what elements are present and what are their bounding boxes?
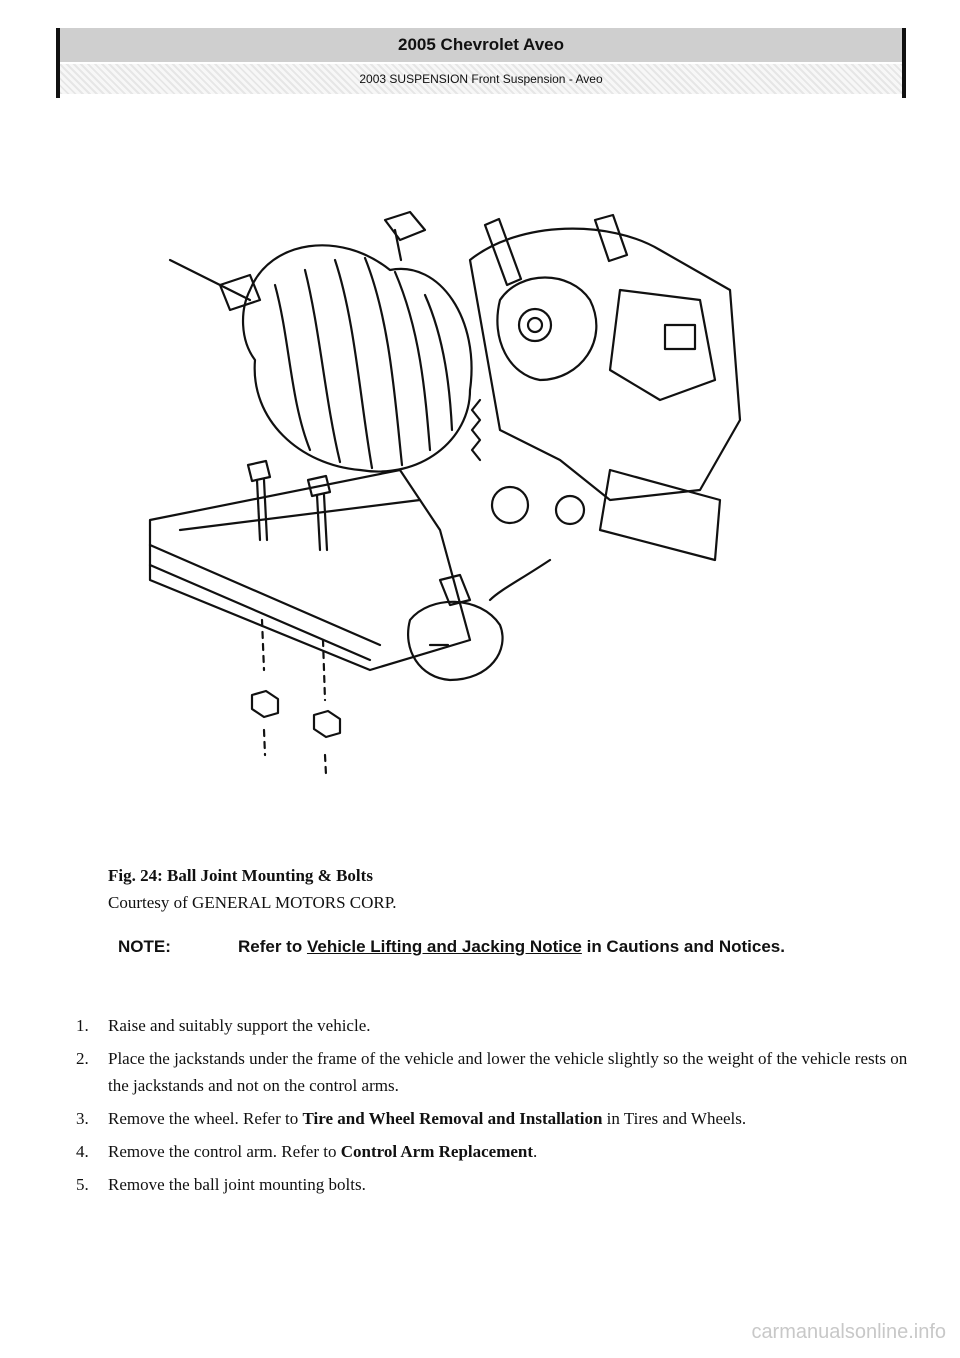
figure-label: Fig. 24: Ball Joint Mounting & Bolts	[108, 866, 373, 885]
step-item	[76, 1012, 916, 1039]
step-item	[76, 1045, 916, 1099]
procedure-steps	[76, 1012, 916, 1204]
step-item	[76, 1105, 916, 1132]
note-body	[238, 934, 898, 960]
step-item	[76, 1138, 916, 1165]
tire-wheel-reference: Tire and Wheel Removal and Installation	[302, 1109, 603, 1128]
header-title: 2005 Chevrolet Aveo	[60, 28, 902, 62]
step-text-post: in Tires and Wheels.	[602, 1109, 747, 1128]
header-subtitle: 2003 SUSPENSION Front Suspension - Aveo	[60, 64, 902, 94]
step-number: 4.	[76, 1142, 89, 1161]
control-arm-reference: Control Arm Replacement	[340, 1142, 534, 1161]
step-number: 3.	[76, 1109, 89, 1128]
step-text: Remove the ball joint mounting bolts.	[108, 1175, 366, 1194]
figure-caption	[108, 862, 397, 916]
step-text-post: .	[533, 1142, 538, 1161]
vehicle-lifting-link[interactable]: Vehicle Lifting and Jacking Notice	[306, 937, 582, 956]
step-text-pre: Remove the control arm. Refer to	[108, 1142, 341, 1161]
note-suffix: in Cautions and Notices.	[581, 937, 785, 956]
document-header	[56, 28, 906, 98]
step-text: Raise and suitably support the vehicle.	[108, 1016, 371, 1035]
figure-credit: Courtesy of GENERAL MOTORS CORP.	[108, 893, 397, 912]
site-watermark: carmanualsonline.info	[751, 1321, 946, 1343]
note-prefix: Refer to	[238, 937, 307, 956]
step-text-pre: Remove the wheel. Refer to	[108, 1109, 303, 1128]
step-number: 5.	[76, 1175, 89, 1194]
ball-joint-illustration	[140, 200, 760, 790]
step-number: 1.	[76, 1016, 89, 1035]
step-text: Place the jackstands under the frame of the vehicle and lower the vehicle slightly so the weight of the vehicle rests on the jackstands and not on the control arms.	[108, 1049, 908, 1095]
note-label: NOTE:	[118, 937, 171, 956]
step-number: 2.	[76, 1049, 89, 1068]
step-item	[76, 1171, 916, 1198]
